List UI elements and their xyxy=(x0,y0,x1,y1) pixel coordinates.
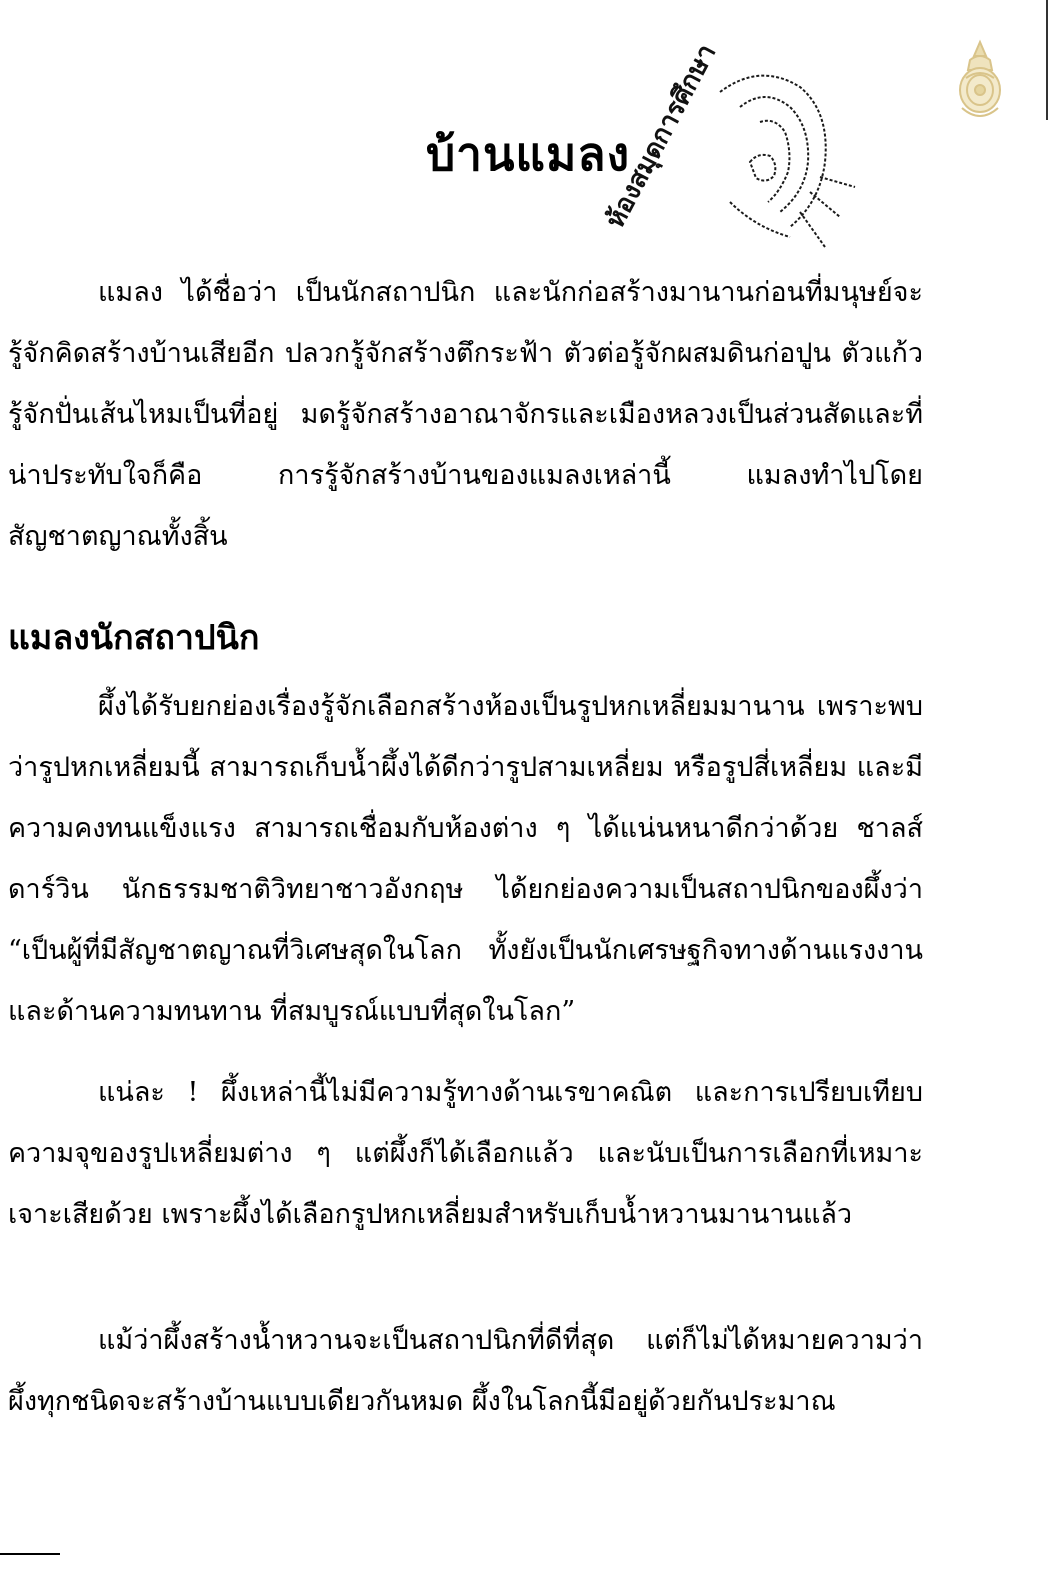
paragraph-block-2 xyxy=(8,676,923,1042)
page-title: บ้านแมลง xyxy=(425,127,631,181)
intro-block xyxy=(8,262,923,567)
section-heading: แมลงนักสถาปนิก xyxy=(8,618,260,658)
paragraph-block-3 xyxy=(8,1062,923,1245)
scan-edge-mark-right xyxy=(1046,0,1048,120)
intro-paragraph: แมลง ได้ชื่อว่า เป็นนักสถาปนิก และนักก่อสร้างมานานก่อนที่มนุษย์จะรู้จักคิดสร้างบ้านเสียอีก ปลวกรู้จักสร้างตึกระฟ้า ตัวต่อรู้จักผสมดินก่อปูน ตัวแก้วรู้จักปั่นเส้นไหมเป็นที่อยู่ มดรู้จักสร้างอาณาจักรและเมืองหลวงเป็นส่วนสัดและที่น่าประทับใจก็คือ การรู้จักสร้างบ้านของแมลงเหล่านี้ แมลงทำไปโดยสัญชาตญาณทั้งสิ้น xyxy=(8,277,923,552)
stamp-text: ห้องสมุดการศึกษา xyxy=(600,39,723,234)
ministry-emblem-icon xyxy=(952,38,1008,128)
paragraph-4: แม้ว่าผึ้งสร้างน้ำหวานจะเป็นสถาปนิกที่ดีที่สุด แต่ก็ไม่ได้หมายความว่าผึ้งทุกชนิดจะสร้างบ้านแบบเดียวกันหมด ผึ้งในโลกนี้มีอยู่ด้วยกันประมาณ xyxy=(8,1325,923,1417)
paragraph-block-4 xyxy=(8,1310,923,1432)
scan-edge-mark xyxy=(0,1553,60,1555)
paragraph-3: แน่ละ ! ผึ้งเหล่านี้ไม่มีความรู้ทางด้านเรขาคณิต และการเปรียบเทียบความจุของรูปเหลี่ยมต่าง ๆ แต่ผึ้งก็ได้เลือกแล้ว และนับเป็นการเลือกที่เหมาะเจาะเสียด้วย เพราะผึ้งได้เลือกรูปหกเหลี่ยมสำหรับเก็บน้ำหวานมานานแล้ว xyxy=(8,1077,923,1230)
paragraph-2: ผึ้งได้รับยกย่องเรื่องรู้จักเลือกสร้างห้องเป็นรูปหกเหลี่ยมมานาน เพราะพบว่ารูปหกเหลี่ยมนี้ สามารถเก็บน้ำผึ้งได้ดีกว่ารูปสามเหลี่ยม หรือรูปสี่เหลี่ยม และมีความคงทนแข็งแรง สามารถเชื่อมกับห้องต่าง ๆ ได้แน่นหนาดีกว่าด้วย ชาลส์ ดาร์วิน นักธรรมชาติวิทยาชาวอังกฤษ ได้ยกย่องความเป็นสถาปนิกของผึ้งว่า “เป็นผู้ที่มีสัญชาตญาณที่วิเศษสุดในโลก ทั้งยังเป็นนักเศรษฐกิจทางด้านแรงงานและด้านความทนทาน ที่สมบูรณ์แบบที่สุดในโลก” xyxy=(8,691,923,1027)
